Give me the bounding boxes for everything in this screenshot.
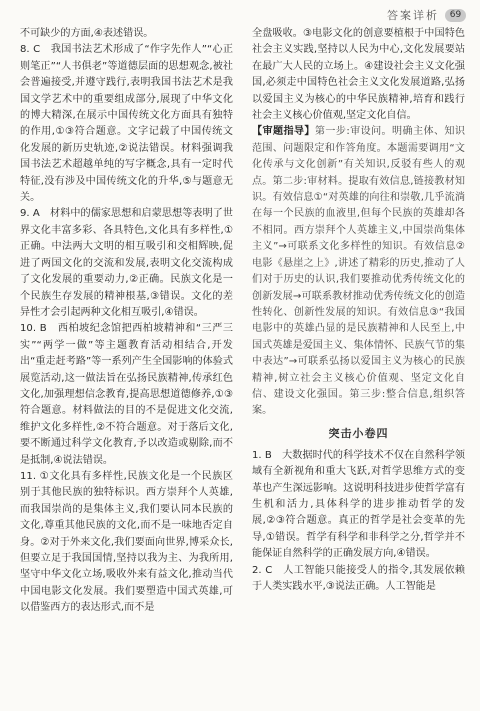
running-title: 答案详析 [387, 9, 439, 22]
left-column [20, 26, 233, 617]
answer-2: 2. C 人工智能只能接受人的指令,其发展依赖于人类实践水平,③说法正确。人工智能是 [252, 564, 465, 592]
two-column-body [20, 26, 466, 617]
analysis-guide [252, 124, 465, 419]
section-title: 突击小卷四 [328, 426, 389, 440]
running-header [20, 4, 466, 26]
right-column [252, 26, 465, 617]
guide-text: 第一步:审设问。明确主体、知识范围、问题限定和作答角度。本题需要调用“文化传承与文化创新”有关知识,反驳有些人的观点。第二步:审材料。提取有效信息,链接教材知识。有效信息①“对英雄的向往和崇敬,几乎流淌在每一个民族的血液里,但每个民族的英雄却各不相同。西方崇拜个人英雄主义,中国崇尚集体主义”→可联系文化多样性的知识。有效信息②电影《悬崖之上》,讲述了精彩的历史,推动了人们对于历史的认识,我们要推动优秀传统文化的创新发展→可联系教材推动优秀传统文化的创造性转化、创新性发展的知识。有效信息③“我国电影中的英雄凸显的是民族精神和人民至上,中国式英雄是爱国主义、集体情怀、民族气节的集中表达”→可联系弘扬以爱国主义为核心的民族精神,树立社会主义核心价值观、坚定文化自信、建设文化强国。第三步:整合信息,组织答案。 [252, 126, 466, 417]
paragraph: 不可缺少的方面,④表述错误。 [20, 28, 154, 39]
guide-tag: 【审题指导】 [252, 126, 315, 138]
answer-10: 10. B 西柏坡纪念馆把西柏坡精神和“三严三实”“两学一做”等主题教育活动相结合,开发出“重走赶考路”等一系列产生全国影响的体验式展览活动,这一做法旨在弘扬民族精神,传承红色文化,加强理想信念教育,提高思想道德修养,①③符合题意。材料做法的目的不是促进文化交流,维护文化多样性,②不符合题意。对于落后文化,要不断通过科学文化教育,予以改造或剔除,而不是抵制,④说法错误。 [20, 323, 233, 466]
answer-11: 11. ①文化具有多样性,民族文化是一个民族区别于其他民族的独特标识。西方崇拜个人英雄,而我国崇尚的是集体主义,我们要认同本民族的文化,尊重其他民族的文化,而不是一味地否定自身。②对于外来文化,我们要面向世界,博采众长,但要立足于我国国情,坚持以我为主、为我所用,坚守中华文化立场,吸收外来有益文化,推动当代中国电影文化发展。我们要塑造中国式英雄,可以借鉴西方的表达形式,而不是 [20, 470, 233, 614]
answer-11-continued: 全盘吸收。③电影文化的创意要植根于中国特色社会主义实践,坚持以人民为中心,文化发展要站在最广大人民的立场上。④建设社会主义文化强国,必须走中国特色社会主义文化发展道路,弘扬以爱国主义为核心的中华民族精神,培育和践行社会主义核心价值观,坚定文化自信。 [252, 28, 465, 122]
answer-8: 8. C 我国书法艺术形成了“作字先作人”“心正则笔正”“人书俱老”等道德层面的思想观念,被社会普遍接受,并遵守践行,表明我国书法艺术是我国文学艺术中的重要组成部分,展现了中华文化的博大精深,在展示中国传统文化方面具有独特的作用,①③符合题意。文字记载了中国传统文化发展的新历史轨迹,②说法错误。材料强调我国书法艺术超越单纯的写字概念,具有一定时代特征,没有涉及中国传统文化的升华,⑤与题意无关。 [20, 44, 233, 204]
page-number-badge: 69 [445, 9, 466, 22]
answer-9: 9. A 材料中的儒家思想和启蒙思想等表明了世界文化丰富多彩、各具特色,文化具有多样性,①正确。中法两大文明的相互吸引和交相辉映,促进了两国文化的交流和发展,表明文化交流构成了文化发展的重要动力,②正确。民族文化是一个民族生存发展的精神根基,③错误。文化的差异性才会引起两种文化相互吸引,④错误。 [20, 208, 233, 318]
answer-1: 1. B 大数据时代的科学技术不仅在自然科学领域有全新视角和重大飞跃,对哲学思维方式的变革也产生深远影响。这说明科技进步使哲学富有生机和活力,具体科学的进步推动哲学的发展,②③符合题意。真正的哲学是社会变革的先导,①错误。哲学有科学和非科学之分,哲学并不能保证自然科学的正确发展方向,④错误。 [252, 449, 465, 560]
